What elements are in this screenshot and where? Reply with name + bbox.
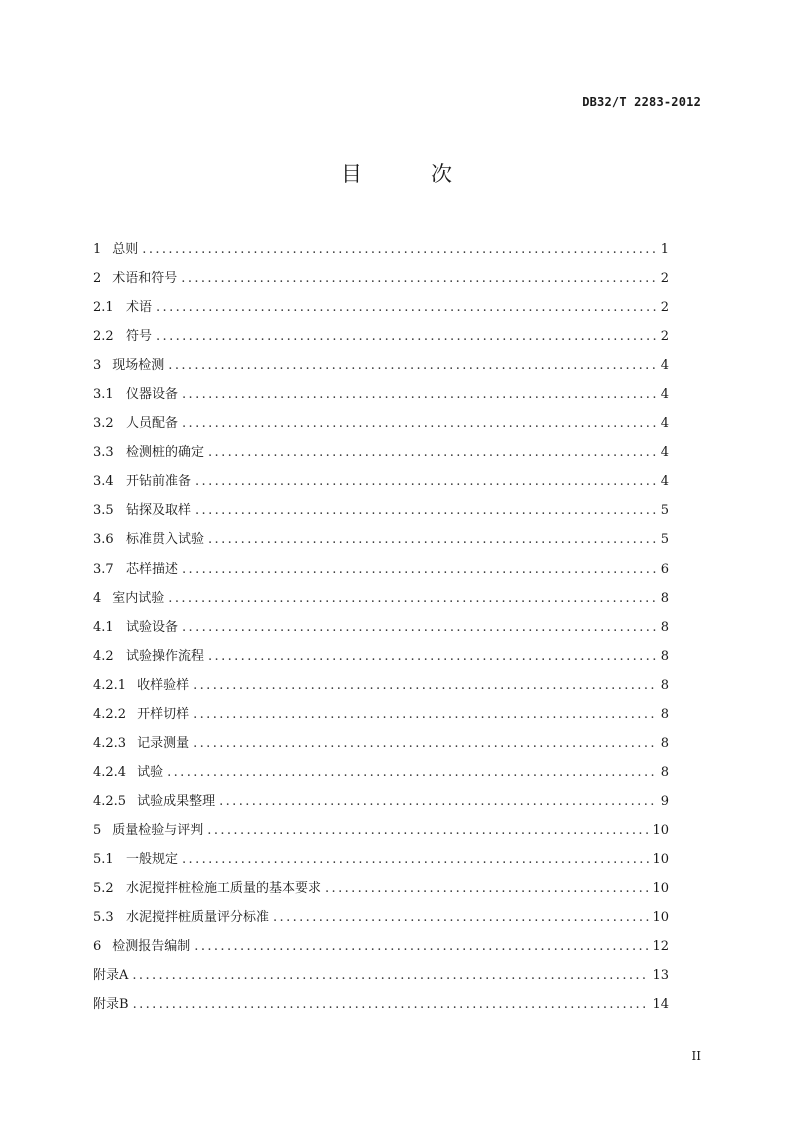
toc-entry-title: 室内试验 xyxy=(112,590,165,606)
toc-entry-page: 5 xyxy=(660,503,669,519)
toc-entry-page: 2 xyxy=(660,329,669,345)
toc-entry-title: 术语 xyxy=(126,300,153,316)
toc-entry[interactable] xyxy=(93,758,669,787)
toc-entry-number: 5.1 xyxy=(93,851,114,867)
toc-entry-page: 8 xyxy=(660,764,669,780)
toc-entry-page: 8 xyxy=(660,590,669,606)
toc-entry-page: 8 xyxy=(660,706,669,722)
toc-leader-dots xyxy=(273,903,649,932)
toc-leader-dots xyxy=(168,351,657,380)
toc-entry-number: 3 xyxy=(93,358,102,374)
table-of-contents xyxy=(93,235,669,1019)
toc-entry-number: 4.2 xyxy=(93,648,114,664)
toc-entry-number: 5.3 xyxy=(93,910,114,926)
toc-entry-number: 2.1 xyxy=(93,300,114,316)
toc-entry-page: 10 xyxy=(652,910,669,926)
toc-entry-page: 4 xyxy=(660,387,669,403)
toc-entry-number: 3.4 xyxy=(93,474,114,490)
toc-entry-number: 3.3 xyxy=(93,445,114,461)
toc-entry-number: 4.1 xyxy=(93,619,114,635)
toc-entry-page: 4 xyxy=(660,474,669,490)
toc-entry-page: 4 xyxy=(660,445,669,461)
toc-leader-dots xyxy=(182,613,658,642)
toc-entry-title: 标准贯入试验 xyxy=(126,532,205,548)
toc-leader-dots xyxy=(208,525,658,554)
toc-leader-dots xyxy=(182,555,658,584)
toc-entry[interactable] xyxy=(93,555,669,584)
toc-leader-dots xyxy=(132,961,649,990)
toc-entry-page: 1 xyxy=(660,242,669,257)
toc-entry-title: 总则 xyxy=(112,242,139,257)
toc-entry-title: 附录A xyxy=(93,968,129,984)
toc-title: 目 次 xyxy=(341,162,476,186)
toc-entry-number: 2 xyxy=(93,271,102,287)
toc-leader-dots xyxy=(168,584,657,613)
toc-entry-page: 5 xyxy=(660,532,669,548)
toc-entry[interactable] xyxy=(93,496,669,525)
toc-entry[interactable] xyxy=(93,932,669,961)
toc-leader-dots xyxy=(133,990,650,1019)
toc-entry-title: 水泥搅拌桩质量评分标准 xyxy=(126,910,270,926)
toc-entry[interactable] xyxy=(93,874,669,903)
toc-entry-page: 2 xyxy=(660,271,669,287)
toc-entry[interactable] xyxy=(93,700,669,729)
toc-entry-page: 6 xyxy=(660,561,669,577)
toc-entry-title: 术语和符号 xyxy=(112,271,178,287)
toc-entry-title: 收样验样 xyxy=(137,677,190,693)
toc-leader-dots xyxy=(156,322,658,351)
toc-entry-page: 4 xyxy=(660,358,669,374)
toc-entry-number: 3.1 xyxy=(93,387,114,403)
toc-entry-title: 试验成果整理 xyxy=(137,793,216,809)
toc-leader-dots xyxy=(193,729,658,758)
toc-entry-number: 1 xyxy=(93,242,102,257)
toc-entry-title: 检测桩的确定 xyxy=(126,445,205,461)
toc-entry-page: 10 xyxy=(652,851,669,867)
toc-leader-dots xyxy=(167,758,658,787)
toc-entry-page: 12 xyxy=(652,939,669,955)
toc-entry-title: 仪器设备 xyxy=(126,387,179,403)
toc-entry-number: 5.2 xyxy=(93,881,114,897)
toc-entry[interactable] xyxy=(93,903,669,932)
toc-entry[interactable] xyxy=(93,467,669,496)
toc-entry[interactable] xyxy=(93,787,669,816)
toc-entry-title: 水泥搅拌桩检施工质量的基本要求 xyxy=(126,881,322,897)
toc-entry-title: 人员配备 xyxy=(126,416,179,432)
toc-entry-number: 4 xyxy=(93,590,102,606)
toc-entry[interactable] xyxy=(93,671,669,700)
toc-entry-title: 试验操作流程 xyxy=(126,648,205,664)
toc-entry-number: 4.2.4 xyxy=(93,764,127,780)
toc-entry[interactable] xyxy=(93,845,669,874)
toc-leader-dots xyxy=(325,874,649,903)
toc-entry-title: 一般规定 xyxy=(126,851,179,867)
toc-entry-title: 芯样描述 xyxy=(126,561,179,577)
toc-entry-page: 4 xyxy=(660,416,669,432)
toc-entry[interactable] xyxy=(93,642,669,671)
toc-entry-number: 3.2 xyxy=(93,416,114,432)
toc-entry-title: 试验设备 xyxy=(126,619,179,635)
toc-entry[interactable] xyxy=(93,409,669,438)
toc-entry-title: 检测报告编制 xyxy=(112,939,191,955)
toc-entry-number: 2.2 xyxy=(93,329,114,345)
toc-entry-page: 8 xyxy=(660,735,669,751)
toc-leader-dots xyxy=(219,787,658,816)
toc-leader-dots xyxy=(195,496,658,525)
toc-entry[interactable] xyxy=(93,293,669,322)
toc-entry[interactable] xyxy=(93,438,669,467)
toc-entry-number: 3.7 xyxy=(93,561,114,577)
toc-leader-dots xyxy=(208,438,658,467)
toc-entry-page: 9 xyxy=(660,793,669,809)
toc-entry-title: 质量检验与评判 xyxy=(112,822,204,838)
toc-entry[interactable] xyxy=(93,525,669,554)
toc-entry[interactable] xyxy=(93,235,669,264)
toc-entry-title: 附录B xyxy=(93,997,129,1013)
toc-entry-title: 记录测量 xyxy=(137,735,190,751)
toc-entry[interactable] xyxy=(93,990,669,1019)
toc-leader-dots xyxy=(195,467,658,496)
toc-leader-dots xyxy=(142,235,657,264)
toc-entry-number: 3.5 xyxy=(93,503,114,519)
toc-leader-dots xyxy=(156,293,658,322)
toc-leader-dots xyxy=(182,380,658,409)
toc-entry-title: 符号 xyxy=(126,329,153,345)
toc-entry[interactable] xyxy=(93,380,669,409)
toc-entry-number: 5 xyxy=(93,822,102,838)
toc-entry-title: 开样切样 xyxy=(137,706,190,722)
toc-entry-number: 4.2.5 xyxy=(93,793,127,809)
document-code: DB32/T 2283-2012 xyxy=(582,95,701,109)
toc-entry-page: 10 xyxy=(652,822,669,838)
toc-entry-number: 3.6 xyxy=(93,532,114,548)
toc-entry-title: 试验 xyxy=(137,764,164,780)
toc-entry-title: 现场检测 xyxy=(112,358,165,374)
toc-leader-dots xyxy=(182,409,658,438)
toc-entry[interactable] xyxy=(93,264,669,293)
toc-entry[interactable] xyxy=(93,613,669,642)
toc-entry-title: 开钻前准备 xyxy=(126,474,192,490)
toc-entry-page: 10 xyxy=(652,881,669,897)
toc-entry[interactable] xyxy=(93,351,669,380)
toc-entry-number: 6 xyxy=(93,939,102,955)
toc-leader-dots xyxy=(207,816,649,845)
toc-entry[interactable] xyxy=(93,961,669,990)
toc-entry-number: 4.2.1 xyxy=(93,677,127,693)
toc-leader-dots xyxy=(193,671,658,700)
toc-leader-dots xyxy=(208,642,658,671)
toc-entry-page: 8 xyxy=(660,619,669,635)
toc-entry[interactable] xyxy=(93,729,669,758)
toc-leader-dots xyxy=(181,264,657,293)
toc-leader-dots xyxy=(194,932,649,961)
toc-entry-page: 13 xyxy=(652,968,669,984)
toc-entry-page: 8 xyxy=(660,648,669,664)
toc-entry[interactable] xyxy=(93,584,669,613)
toc-entry-page: 8 xyxy=(660,677,669,693)
toc-entry[interactable] xyxy=(93,322,669,351)
page-number: II xyxy=(691,1049,701,1063)
toc-entry-page: 2 xyxy=(660,300,669,316)
toc-entry-page: 14 xyxy=(652,997,669,1013)
toc-entry[interactable] xyxy=(93,816,669,845)
toc-leader-dots xyxy=(182,845,649,874)
toc-entry-number: 4.2.2 xyxy=(93,706,127,722)
toc-entry-number: 4.2.3 xyxy=(93,735,127,751)
toc-leader-dots xyxy=(193,700,658,729)
toc-entry-title: 钻探及取样 xyxy=(126,503,192,519)
